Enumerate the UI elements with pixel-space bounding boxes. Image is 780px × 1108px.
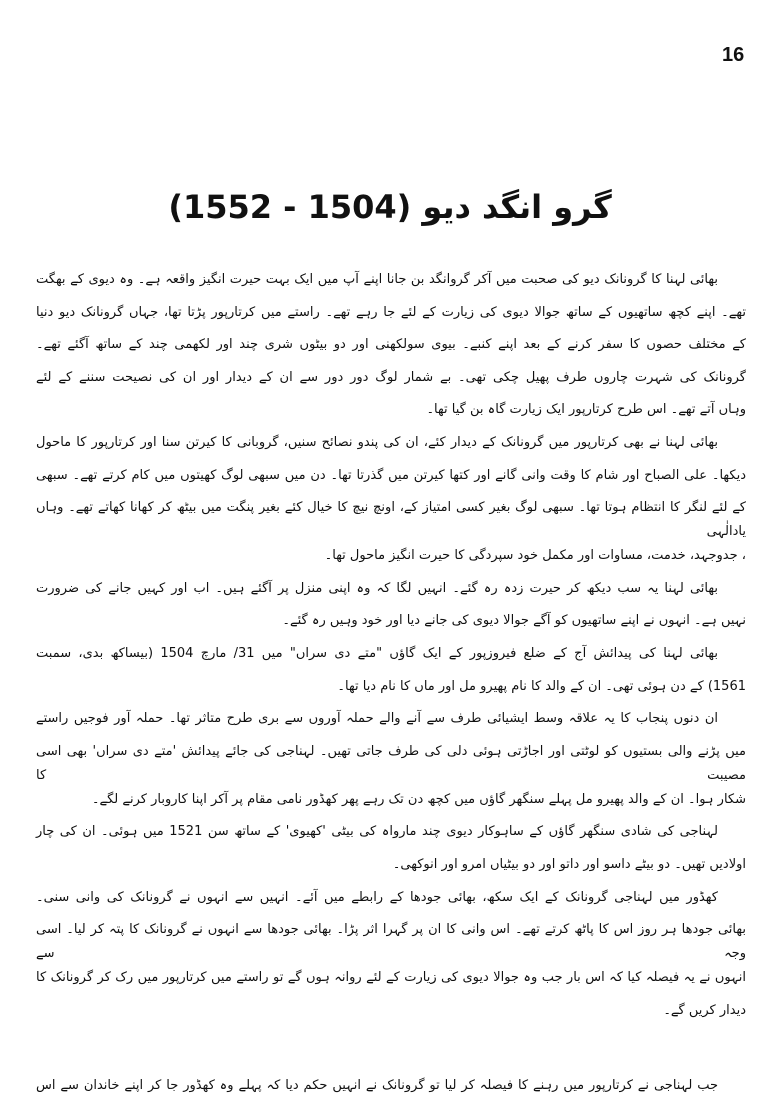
text-line: بھائی لہنا یہ سب دیکھ کر حیرت زدہ رہ گئے۔ انہیں لگا کہ وہ اپنی منزل پر آگئے ہیں۔ اب اور کہیں جانے کی ضرورت: [36, 580, 718, 596]
text-line: دیدار کریں گے۔: [663, 1002, 746, 1018]
text-line: کھڈور میں لہناجی گرونانک کے ایک سکھ، بھائی جودھا کے رابطے میں آئے۔ انہیں سے انہوں نے گرونانک کی وانی سنی۔: [36, 889, 718, 905]
text-line: بھائی جودھا ہر روز اس کا پاٹھ کرتے تھے۔ اس وانی کا ان پر گہرا اثر پڑا۔ بھائی جودھا سے انہوں نے گرونانک کا پتہ کر لیا۔ اسی وجہ سے: [36, 922, 746, 962]
text-line: نہیں ہے۔ انہوں نے اپنے ساتھیوں کو آگے جوالا دیوی کی جانے دیا اور خود وہیں رہ گئے۔: [282, 613, 746, 629]
text-line: اولادیں تھیں۔ دو بیٹے داسو اور داتو اور دو بیٹیاں امرو اور انوکھی۔: [392, 856, 746, 872]
text-line: لہناجی کی شادی سنگھر گاؤں کے ساہوکار دیوی چند مارواہ کی بیٹی 'کھیوی' کے ساتھ سن 1521 میں ہوئی۔ ان کی چار: [36, 824, 718, 840]
text-line: بھائی لہنا نے بھی کرتارپور میں گرونانک کے دیدار کئے، ان کی پندو نصائح سنیں، گروبانی کا کیرتن سنا اور کرتارپور کا ماحول: [36, 434, 718, 450]
text-line: ان دنوں پنجاب کا یہ علاقہ وسط ایشیائی طرف سے آنے والے حملہ آوروں سے بری طرح متاثر تھا۔ حملہ آور فوجیں راستے: [36, 711, 718, 727]
text-line: تھے۔ اپنے کچھ ساتھیوں کے ساتھ جوالا دیوی کی زیارت کے لئے جا رہے تھے۔ راستے میں کرتارپور پڑتا تھا، جہاں گرونانک دیو دنیا: [36, 304, 746, 320]
text-line: 1561) کے دن ہوئی تھی۔ ان کے والد کا نام پھیرو مل اور ماں کا نام دیا تھا۔: [337, 678, 746, 694]
text-line: کے مختلف حصوں کا سفر کرنے کے بعد اپنے کنبے۔ بیوی سولکھنی اور دو بیٹوں شری چند اور لکھمی چند کے ساتھ آگئے تھے۔: [36, 337, 746, 353]
text-line: وہاں آتے تھے۔ اس طرح کرتارپور ایک زیارت گاہ بن گیا تھا۔: [426, 402, 746, 418]
text-line: گرونانک کی شہرت چاروں طرف پھیل چکی تھی۔ بے شمار لوگ دور دور سے ان کے دیدار اور ان کی نصیحت سننے کے لئے: [36, 369, 746, 385]
text-line: انہوں نے یہ فیصلہ کیا کہ اس بار جب وہ جوالا دیوی کی زیارت کے لئے روانہ ہوں گے تو راستے میں کرتارپور میں رک کر گرونانک کا: [36, 970, 746, 986]
text-line: میں پڑنے والی بستیوں کو لوٹتی اور اجاڑتی ہوئی دلی کی طرف جاتی تھیں۔ لہناجی کی جائے پیدائش 'متے دی سراں' بھی اسی مصیبت کا: [36, 743, 746, 783]
text-line: کے لئے لنگر کا انتظام ہوتا تھا۔ سبھی لوگ بغیر کسی امتیاز کے، اونچ نیچ کا خیال کئے بغیر پنگت میں بیٹھ کر کھانا کھاتے تھے۔ وہاں یادالٰہی: [36, 500, 746, 540]
text-line: ، جدوجہد، خدمت، مساوات اور مکمل خود سپردگی کا حیرت انگیز ماحول تھا۔: [324, 548, 746, 564]
text-line: دیکھا۔ علی الصباح اور شام کا وقت وانی گانے اور کتھا کیرتن میں گذرتا تھا۔ دن میں سبھی لوگ کھیتوں میں کام کرتے تھے۔ سبھی: [36, 467, 746, 483]
body-text: [36, 268, 746, 1107]
text-line: جب لہناجی نے کرتارپور میں رہنے کا فیصلہ کر لیا تو گرونانک نے انہیں حکم دیا کہ پہلے وہ کھڈور جا کر اپنے خاندان سے اس: [36, 1078, 718, 1094]
page-number: 16: [722, 44, 745, 66]
chapter-title: گرو انگد دیو (1504 - 1552): [168, 188, 612, 226]
text-line: بھائی لہنا کی پیدائش آج کے ضلع فیروزپور کے ایک گاؤں "متے دی سراں" میں 31/ مارچ 1504 (بیساکھ بدی، سمبت: [36, 645, 718, 661]
text-line: بھائی لہنا کا گرونانک دیو کی صحبت میں آکر گروانگد بن جانا اپنے آپ میں ایک بہت حیرت انگیز واقعہ ہے۔ وہ دیوی کے بھگت: [36, 272, 718, 287]
text-line: شکار ہوا۔ ان کے والد پھیرو مل پہلے سنگھر گاؤں میں کچھ دن تک رہے پھر کھڈور نامی مقام پر آکر اپنا کاروبار کرنے لگے۔: [91, 791, 746, 807]
